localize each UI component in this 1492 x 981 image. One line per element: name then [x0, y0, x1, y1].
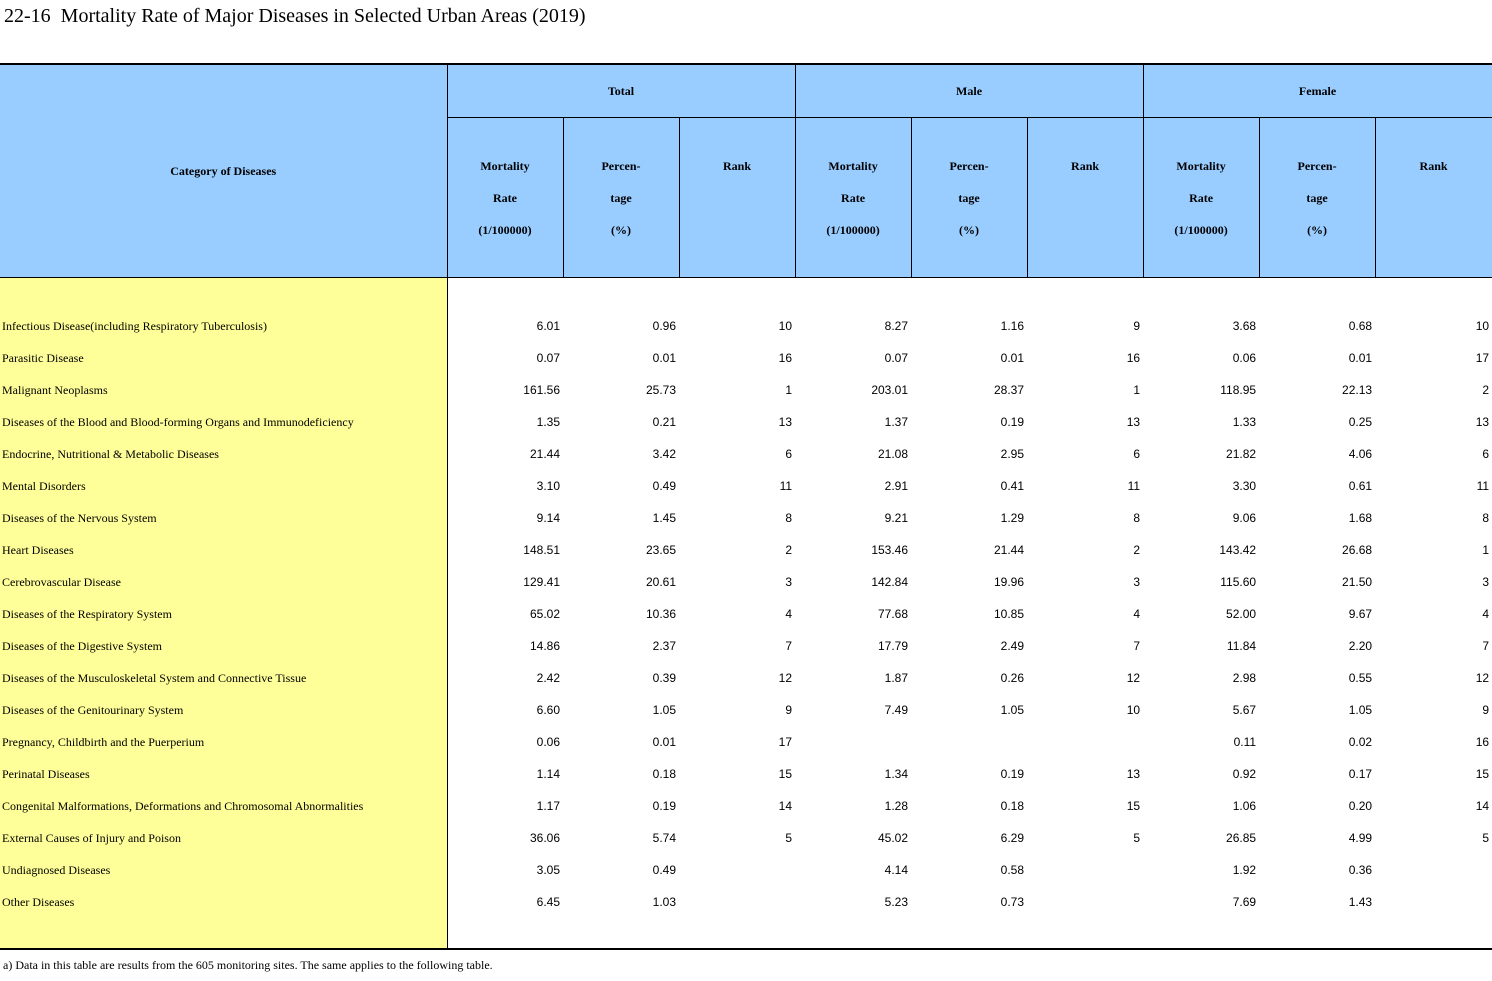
total-rank-cell: 15: [778, 767, 793, 781]
total-rank-cell: 1: [785, 383, 793, 397]
category-header: Category of Diseases: [0, 64, 447, 278]
female-rank-cell: 6: [1482, 447, 1490, 461]
male-mortality-rate-cell: 17.79: [878, 639, 909, 653]
group-header-female: Female: [1143, 64, 1492, 118]
value-cell: [1027, 278, 1143, 311]
male-rank-cell: [1027, 886, 1143, 918]
female-rank-cell: [1375, 886, 1492, 918]
male-percentage-cell: 1.05: [1000, 703, 1025, 717]
total-mortality-rate-cell: 161.56: [523, 383, 560, 397]
female-mortality-rate-cell: 0.92: [1232, 767, 1257, 781]
total-mortality-rate-cell: 36.06: [529, 831, 560, 845]
total-rank-cell: 16: [778, 351, 793, 365]
total-percentage-cell: 25.73: [645, 383, 676, 397]
total-rank-cell: [679, 854, 795, 886]
female-percentage-cell: 22.13: [1342, 383, 1373, 397]
value-cell: [1143, 918, 1259, 949]
male-mortality-rate-cell: 1.28: [884, 799, 909, 813]
disease-name: Heart Diseases: [0, 534, 447, 566]
male-mortality-rate-cell: 7.49: [884, 703, 909, 717]
total-percentage-cell: 10.36: [645, 607, 676, 621]
female-percentage-cell: 0.01: [1348, 351, 1373, 365]
total-percentage-cell: 1.03: [652, 895, 676, 909]
male-percentage-cell: 2.95: [1000, 447, 1025, 461]
mortality-header-line: Mortality: [1176, 158, 1226, 173]
mortality-header-line: Mortality: [828, 158, 878, 173]
female-mortality-rate-cell: 1.92: [1232, 863, 1257, 877]
value-cell: [1259, 278, 1375, 311]
male-mortality-rate-cell: 203.01: [871, 383, 909, 397]
percentage-header-line: tage: [958, 190, 980, 205]
female-mortality-rate-cell: 118.95: [1220, 383, 1257, 397]
male-rank-cell: 3: [1133, 575, 1141, 589]
female-percentage-cell: 1.05: [1348, 703, 1373, 717]
mortality-header-line: (1/100000): [1174, 222, 1228, 237]
table-row: [0, 502, 1492, 534]
table-row: [0, 598, 1492, 630]
table-row: [0, 630, 1492, 662]
male-rank-cell: 12: [1126, 671, 1141, 685]
disease-name: Endocrine, Nutritional & Metabolic Diseases: [0, 438, 447, 470]
mortality-table: [0, 63, 1492, 950]
total-rank-cell: 4: [785, 607, 793, 621]
table-row: [0, 374, 1492, 406]
male-mortality-rate-cell: 0.07: [884, 351, 909, 365]
mortality-header-line: Rate: [493, 190, 517, 205]
female-percentage-cell: 26.68: [1342, 543, 1373, 557]
male-rank-cell: 9: [1133, 319, 1141, 333]
male-percentage-cell: 0.58: [1000, 863, 1025, 877]
female-rank-cell: 16: [1475, 735, 1490, 749]
total-mortality-rate-cell: 0.07: [536, 351, 560, 365]
value-cell: [1027, 918, 1143, 949]
female-mortality-rate-cell: 115.60: [1220, 575, 1257, 589]
total-mortality-rate-cell: 21.44: [529, 447, 560, 461]
male-mortality-rate-cell: 4.14: [884, 863, 909, 877]
female-mortality-rate-cell: 2.98: [1232, 671, 1257, 685]
female-mortality-rate-cell: 9.06: [1232, 511, 1257, 525]
total-rank-cell: 9: [785, 703, 793, 717]
total-percentage-cell: 0.01: [652, 735, 676, 749]
male-mortality-rate-cell: 21.08: [878, 447, 909, 461]
female-rank-cell: 15: [1475, 767, 1490, 781]
footnote: a) Data in this table are results from the 605 monitoring sites. The same applies to the following table.: [3, 958, 493, 972]
table-row: [0, 342, 1492, 374]
total-percentage-cell: 0.39: [652, 671, 676, 685]
percentage-header-line: Percen-: [1297, 158, 1337, 173]
female-rank-cell: 13: [1475, 415, 1490, 429]
female-rank-cell: 7: [1482, 639, 1490, 653]
female-percentage-cell: 2.20: [1348, 639, 1373, 653]
female-percentage-cell: 0.25: [1348, 415, 1373, 429]
total-percentage-cell: 0.19: [652, 799, 676, 813]
female-percentage-cell: 1.68: [1348, 511, 1373, 525]
total-mortality-rate-cell: 1.17: [536, 799, 560, 813]
male-rank-cell: 15: [1126, 799, 1141, 813]
total-rank-cell: 2: [785, 543, 793, 557]
male-mortality-rate-cell: 5.23: [884, 895, 909, 909]
value-cell: [447, 918, 563, 949]
disease-name: Parasitic Disease: [0, 342, 447, 374]
disease-name: Infectious Disease(including Respiratory Tuberculosis): [0, 310, 447, 342]
female-rank-cell: 11: [1476, 479, 1490, 493]
table-row: [0, 534, 1492, 566]
male-rank-header: Rank: [1027, 118, 1143, 278]
male-percentage-cell: 19.96: [994, 575, 1025, 589]
female-mortality-rate-cell: 52.00: [1226, 607, 1257, 621]
total-mortality-rate-cell: 2.42: [536, 671, 560, 685]
male-percentage-cell: 1.16: [1000, 319, 1025, 333]
total-percentage-cell: 0.49: [652, 863, 676, 877]
mortality-header-line: Mortality: [480, 158, 530, 173]
female-mortality-rate-cell: 143.42: [1219, 543, 1257, 557]
female-rank-cell: 9: [1482, 703, 1490, 717]
female-rank-cell: [1375, 854, 1492, 886]
female-rank-cell: 2: [1482, 383, 1490, 397]
female-mortality-rate-cell: 1.33: [1232, 415, 1257, 429]
value-cell: [563, 278, 679, 311]
total-mortality-header: [447, 118, 563, 278]
total-rank-header: Rank: [679, 118, 795, 278]
male-percentage-cell: 0.19: [1000, 415, 1025, 429]
disease-name: Diseases of the Digestive System: [0, 630, 447, 662]
total-rank-cell: 12: [778, 671, 793, 685]
male-mortality-rate-cell: 45.02: [878, 831, 909, 845]
mortality-header-line: Rate: [1189, 190, 1214, 205]
total-mortality-rate-cell: 6.45: [536, 895, 560, 909]
mortality-header-line: (1/100000): [826, 222, 880, 237]
total-rank-cell: 3: [785, 575, 793, 589]
value-cell: [795, 278, 911, 311]
table-row: [0, 406, 1492, 438]
total-percentage-cell: 2.37: [652, 639, 676, 653]
female-percentage-cell: 1.43: [1348, 895, 1373, 909]
female-percentage-cell: 21.50: [1342, 575, 1373, 589]
male-mortality-header: [795, 118, 911, 278]
total-mortality-rate-cell: 65.02: [529, 607, 560, 621]
male-percentage-cell: 0.41: [1000, 479, 1025, 493]
total-percentage-cell: 3.42: [652, 447, 676, 461]
total-rank-cell: 14: [778, 799, 793, 813]
female-mortality-rate-cell: 11.84: [1226, 639, 1257, 653]
percentage-header-line: (%): [959, 222, 980, 237]
female-rank-cell: 4: [1482, 607, 1490, 621]
disease-name: Diseases of the Blood and Blood-forming Organs and Immunodeficiency: [0, 406, 447, 438]
male-rank-cell: [1027, 854, 1143, 886]
total-mortality-rate-cell: 1.35: [536, 415, 560, 429]
total-rank-cell: 5: [785, 831, 793, 845]
male-mortality-rate-cell: 153.46: [871, 543, 909, 557]
female-percentage-cell: 0.68: [1348, 319, 1373, 333]
table-row: [0, 758, 1492, 790]
female-rank-header: Rank: [1375, 118, 1492, 278]
male-percentage-cell: 21.44: [994, 543, 1025, 557]
female-percentage-cell: 0.61: [1348, 479, 1373, 493]
percentage-header-line: (%): [1307, 222, 1328, 237]
male-percentage-cell: 6.29: [1000, 831, 1025, 845]
total-mortality-rate-cell: 3.10: [536, 479, 560, 493]
table-row: [0, 566, 1492, 598]
total-rank-cell: 8: [785, 511, 793, 525]
total-percentage-cell: 1.05: [652, 703, 676, 717]
male-rank-cell: 2: [1133, 543, 1141, 557]
male-mortality-rate-cell: 2.91: [884, 479, 909, 493]
total-mortality-rate-cell: 3.05: [536, 863, 560, 877]
category-cell: [0, 918, 447, 949]
total-mortality-rate-cell: 14.86: [529, 639, 560, 653]
total-rank-cell: 17: [778, 735, 793, 749]
spacer-row: [0, 278, 1492, 311]
male-rank-cell: 5: [1133, 831, 1141, 845]
male-rank-cell: 11: [1127, 479, 1141, 493]
total-rank-cell: 6: [785, 447, 793, 461]
female-percentage-cell: 0.17: [1348, 767, 1373, 781]
female-rank-cell: 12: [1475, 671, 1490, 685]
mortality-header-line: (1/100000): [478, 222, 532, 237]
female-rank-cell: 17: [1475, 351, 1490, 365]
male-percentage-cell: [911, 726, 1027, 758]
group-header-total: Total: [447, 64, 795, 118]
total-mortality-rate-cell: 1.14: [536, 767, 560, 781]
female-rank-cell: 14: [1475, 799, 1490, 813]
table-body: [0, 278, 1492, 950]
spacer-row: [0, 918, 1492, 949]
male-percentage-cell: 1.29: [1000, 511, 1025, 525]
total-rank-cell: 13: [778, 415, 793, 429]
total-percentage-cell: 0.01: [652, 351, 676, 365]
group-header-male: Male: [795, 64, 1143, 118]
male-rank-cell: 1: [1133, 383, 1141, 397]
female-mortality-rate-cell: 3.30: [1232, 479, 1257, 493]
female-rank-cell: 10: [1475, 319, 1490, 333]
male-mortality-rate-cell: 142.84: [871, 575, 909, 589]
female-mortality-rate-cell: 26.85: [1226, 831, 1257, 845]
female-mortality-rate-cell: 3.68: [1232, 319, 1257, 333]
total-mortality-rate-cell: 9.14: [536, 511, 560, 525]
male-percentage-cell: 10.85: [994, 607, 1025, 621]
value-cell: [1143, 278, 1259, 311]
male-rank-cell: 10: [1126, 703, 1141, 717]
female-percentage-cell: 0.20: [1348, 799, 1373, 813]
value-cell: [911, 278, 1027, 311]
female-mortality-rate-cell: 7.69: [1232, 895, 1257, 909]
table-row: [0, 438, 1492, 470]
male-percentage-header: [911, 118, 1027, 278]
male-rank-cell: 6: [1133, 447, 1141, 461]
total-rank-cell: 7: [785, 639, 793, 653]
male-percentage-cell: 0.18: [1000, 799, 1025, 813]
table-container: [0, 63, 1492, 950]
female-rank-cell: 8: [1482, 511, 1490, 525]
disease-name: Undiagnosed Diseases: [0, 854, 447, 886]
table-header: [0, 64, 1492, 278]
total-mortality-rate-cell: 6.60: [536, 703, 560, 717]
disease-name: External Causes of Injury and Poison: [0, 822, 447, 854]
female-mortality-header: [1143, 118, 1259, 278]
male-rank-cell: 7: [1133, 639, 1141, 653]
table-row: [0, 790, 1492, 822]
total-percentage-cell: 5.74: [652, 831, 676, 845]
total-rank-cell: 10: [778, 319, 793, 333]
male-percentage-cell: 2.49: [1000, 639, 1025, 653]
female-percentage-header: [1259, 118, 1375, 278]
male-percentage-cell: 28.37: [994, 383, 1025, 397]
disease-name: Perinatal Diseases: [0, 758, 447, 790]
female-mortality-rate-cell: 5.67: [1232, 703, 1257, 717]
female-percentage-cell: 4.06: [1348, 447, 1373, 461]
category-cell: [0, 278, 447, 311]
female-percentage-cell: 4.99: [1348, 831, 1373, 845]
value-cell: [1375, 278, 1492, 311]
value-cell: [563, 918, 679, 949]
female-rank-cell: 3: [1482, 575, 1490, 589]
male-percentage-cell: 0.19: [1000, 767, 1025, 781]
male-percentage-cell: 0.73: [1000, 895, 1025, 909]
male-mortality-rate-cell: 9.21: [884, 511, 909, 525]
total-rank-cell: [679, 886, 795, 918]
value-cell: [447, 278, 563, 311]
male-mortality-rate-cell: 1.37: [884, 415, 909, 429]
male-rank-cell: [1027, 726, 1143, 758]
disease-name: Malignant Neoplasms: [0, 374, 447, 406]
male-percentage-cell: 0.26: [1000, 671, 1025, 685]
disease-name: Pregnancy, Childbirth and the Puerperium: [0, 726, 447, 758]
disease-name: Mental Disorders: [0, 470, 447, 502]
total-rank-cell: 11: [779, 479, 793, 493]
total-mortality-rate-cell: 148.51: [523, 543, 560, 557]
disease-name: Diseases of the Respiratory System: [0, 598, 447, 630]
disease-name: Other Diseases: [0, 886, 447, 918]
female-rank-cell: 1: [1482, 543, 1490, 557]
male-mortality-rate-cell: 1.34: [884, 767, 909, 781]
male-mortality-rate-cell: 1.87: [884, 671, 909, 685]
total-mortality-rate-cell: 129.41: [523, 575, 560, 589]
disease-name: Diseases of the Nervous System: [0, 502, 447, 534]
percentage-header-line: Percen-: [949, 158, 989, 173]
female-mortality-rate-cell: 21.82: [1226, 447, 1257, 461]
male-rank-cell: 16: [1126, 351, 1141, 365]
total-percentage-cell: 0.21: [652, 415, 676, 429]
male-mortality-rate-cell: 77.68: [878, 607, 909, 621]
percentage-header-line: Percen-: [601, 158, 641, 173]
male-mortality-rate-cell: 8.27: [884, 319, 909, 333]
table-row: [0, 694, 1492, 726]
female-rank-cell: 5: [1482, 831, 1490, 845]
disease-name: Congenital Malformations, Deformations and Chromosomal Abnormalities: [0, 790, 447, 822]
percentage-header-line: tage: [1306, 190, 1328, 205]
percentage-header-line: tage: [610, 190, 632, 205]
table-row: [0, 662, 1492, 694]
female-percentage-cell: 0.55: [1348, 671, 1373, 685]
male-mortality-rate-cell: [795, 726, 911, 758]
total-mortality-rate-cell: 0.06: [536, 735, 560, 749]
total-percentage-header: [563, 118, 679, 278]
total-percentage-cell: 0.49: [652, 479, 676, 493]
male-rank-cell: 4: [1133, 607, 1141, 621]
disease-name: Cerebrovascular Disease: [0, 566, 447, 598]
value-cell: [679, 918, 795, 949]
value-cell: [1259, 918, 1375, 949]
female-percentage-cell: 0.36: [1348, 863, 1373, 877]
female-mortality-rate-cell: 1.06: [1232, 799, 1257, 813]
male-rank-cell: 13: [1126, 767, 1141, 781]
value-cell: [1375, 918, 1492, 949]
table-row: [0, 726, 1492, 758]
total-percentage-cell: 23.65: [645, 543, 676, 557]
value-cell: [679, 278, 795, 311]
value-cell: [911, 918, 1027, 949]
female-mortality-rate-cell: 0.11: [1233, 735, 1257, 749]
table-row: [0, 470, 1492, 502]
mortality-header-line: Rate: [841, 190, 866, 205]
male-rank-cell: 8: [1133, 511, 1141, 525]
table-row: [0, 854, 1492, 886]
page-title: 22-16 Mortality Rate of Major Diseases in Selected Urban Areas (2019): [4, 5, 586, 27]
total-percentage-cell: 0.96: [652, 319, 676, 333]
total-percentage-cell: 1.45: [652, 511, 676, 525]
table-row: [0, 886, 1492, 918]
total-percentage-cell: 20.61: [645, 575, 676, 589]
female-percentage-cell: 9.67: [1348, 607, 1373, 621]
female-mortality-rate-cell: 0.06: [1232, 351, 1257, 365]
disease-name: Diseases of the Genitourinary System: [0, 694, 447, 726]
percentage-header-line: (%): [611, 222, 631, 237]
table-row: [0, 310, 1492, 342]
female-percentage-cell: 0.02: [1348, 735, 1373, 749]
total-mortality-rate-cell: 6.01: [536, 319, 560, 333]
male-percentage-cell: 0.01: [1000, 351, 1025, 365]
total-percentage-cell: 0.18: [652, 767, 676, 781]
table-row: [0, 822, 1492, 854]
disease-name: Diseases of the Musculoskeletal System and Connective Tissue: [0, 662, 447, 694]
male-rank-cell: 13: [1126, 415, 1141, 429]
value-cell: [795, 918, 911, 949]
